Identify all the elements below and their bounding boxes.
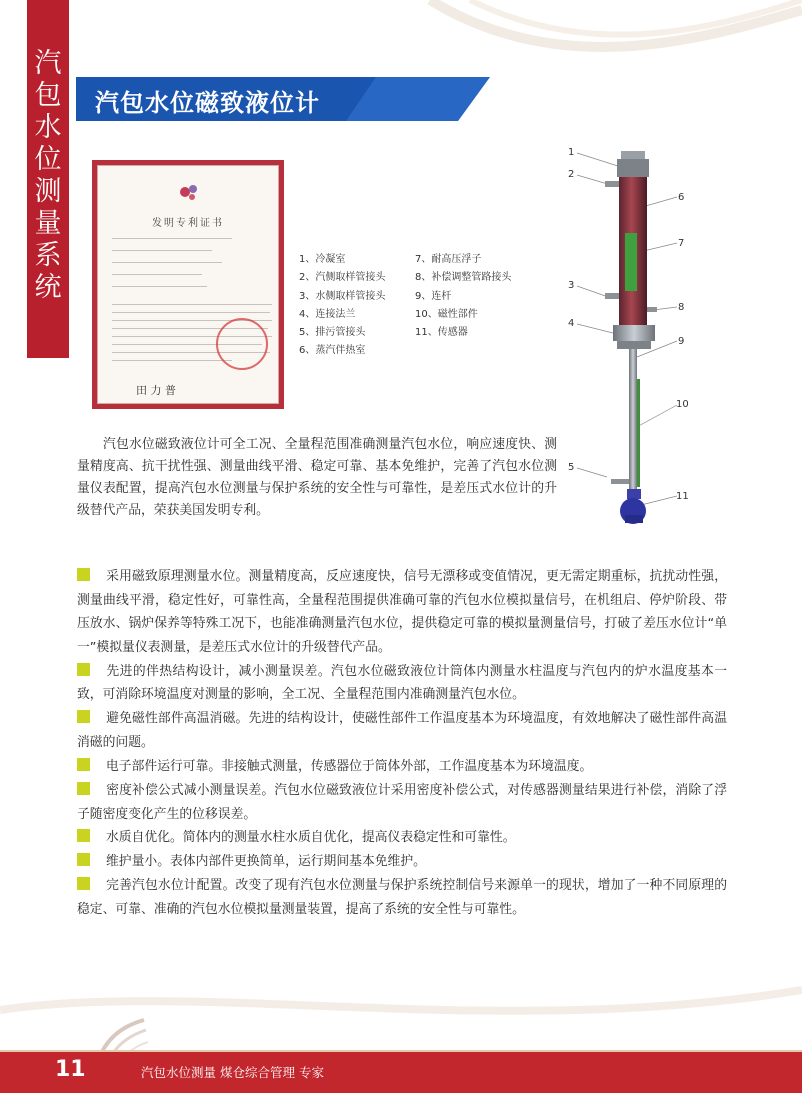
page-number: 11 — [55, 1057, 86, 1082]
legend-item: 7、耐高压浮子 — [415, 254, 482, 265]
patent-certificate-image — [92, 160, 284, 409]
side-section-tab — [27, 0, 69, 358]
certificate-signature: 田 力 普 — [136, 384, 176, 397]
diagram-label-6: 6 — [678, 192, 685, 203]
side-tab-char: 量 — [34, 208, 62, 239]
legend-item: 2、汽侧取样管接头 — [299, 272, 386, 284]
square-bullet-icon — [77, 877, 90, 890]
feature-item — [77, 850, 727, 874]
side-tab-char: 位 — [34, 144, 62, 175]
diagram-label-10: 10 — [676, 399, 689, 410]
intro-paragraph: 汽包水位磁致液位计可全工况、全量程范围准确测量汽包水位，响应速度快、测量精度高、抗干扰性强、测量曲线平滑、稳定可靠、基本免维护，完善了汽包水位测量仪表配置，提高汽包水位测量与保护系统的安全性与可靠性，是差压式水位计的升级替代产品，荣获美国发明专利。 — [77, 437, 557, 518]
legend-item: 4、连接法兰 — [299, 308, 356, 320]
title-banner — [76, 77, 490, 121]
diagram-label-4: 4 — [568, 318, 575, 329]
feature-text: 避免磁性部件高温消磁。先进的结构设计，使磁性部件工作温度基本为环境温度，有效地解决了磁性部件高温消磁的问题。 — [77, 711, 727, 750]
legend-item: 6、蒸汽伴热室 — [299, 345, 366, 357]
square-bullet-icon — [77, 758, 90, 771]
page-footer — [0, 1050, 802, 1093]
feature-item — [77, 565, 727, 659]
feature-item — [77, 826, 727, 850]
side-tab-char: 汽 — [34, 48, 62, 79]
side-tab-char: 系 — [34, 240, 62, 271]
legend-item: 1、冷凝室 — [299, 254, 346, 265]
diagram-label-11: 11 — [676, 491, 689, 502]
feature-item — [77, 874, 727, 921]
square-bullet-icon — [77, 853, 90, 866]
legend-column-left — [299, 250, 385, 360]
square-bullet-icon — [77, 663, 90, 676]
feature-item — [77, 707, 727, 754]
diagram-label-1: 1 — [568, 147, 575, 158]
feature-text: 密度补偿公式减小测量误差。汽包水位磁致液位计采用密度补偿公式，对传感器测量结果进行补偿，消除了浮子随密度变化产生的位移误差。 — [77, 782, 727, 822]
legend-column-right — [415, 250, 511, 341]
side-tab-char: 统 — [34, 272, 62, 303]
side-tab-char: 测 — [34, 176, 62, 207]
feature-text: 完善汽包水位计配置。改变了现有汽包水位测量与保护系统控制信号来源单一的现状，增加了一种不同原理的稳定、可靠、准确的汽包水位模拟量测量装置，提高了系统的安全性与可靠性。 — [77, 878, 727, 918]
feature-item — [77, 755, 727, 779]
feature-text: 水质自优化。简体内的测量水柱水质自优化，提高仪表稳定性和可靠性。 — [106, 830, 516, 846]
footer-tagline: 汽包水位测量 煤仓综合管理 专家 — [141, 1065, 324, 1080]
feature-text: 采用磁致原理测量水位。测量精度高，反应速度快，信号无漂移或变值情况，更无需定期重标，抗扰动性强，测量曲线平滑，稳定性好，可靠性高，全量程范围提供准确可靠的汽包水位模拟量信号，在机组启、停炉阶段、带压放水、锅炉保养等特殊工况下，也能准确测量汽包水位，提供稳定可靠的模拟量测量信号，打破了差压水位计“单一”模拟量仪表测量，是差压式水位计的升级替代产品。 — [77, 569, 727, 655]
legend-item: 11、传感器 — [415, 327, 468, 339]
certificate-seal — [216, 318, 268, 370]
square-bullet-icon — [77, 710, 90, 723]
certificate-title: 发明专利证书 — [152, 218, 224, 229]
legend-item: 10、磁性部件 — [415, 308, 478, 320]
feature-text: 电子部件运行可靠。非接触式测量，传感器位于筒体外部，工作温度基本为环境温度。 — [106, 758, 593, 774]
square-bullet-icon — [77, 782, 90, 795]
diagram-label-9: 9 — [678, 336, 685, 347]
diagram-label-2: 2 — [568, 169, 575, 180]
feature-item — [77, 660, 727, 707]
legend-item: 8、补偿调整管路接头 — [415, 272, 512, 284]
feature-list — [77, 565, 727, 922]
feature-text: 先进的伴热结构设计，减小测量误差。汽包水位磁致液位计筒体内测量水柱温度与汽包内的炉水温度基本一致，可消除环境温度对测量的影响，全工况、全量程范围内准确测量汽包水位。 — [77, 663, 727, 703]
page-title: 汽包水位磁致液位计 — [95, 89, 320, 117]
square-bullet-icon — [77, 568, 90, 581]
patent-emblem-icon — [176, 180, 202, 204]
diagram-label-8: 8 — [678, 302, 685, 313]
side-tab-char: 包 — [34, 80, 62, 111]
level-gauge-diagram — [565, 143, 701, 527]
legend-item: 9、连杆 — [415, 290, 452, 302]
side-tab-char: 水 — [34, 112, 62, 143]
square-bullet-icon — [77, 829, 90, 842]
feature-text: 维护量小。表体内部件更换简单，运行期间基本免维护。 — [106, 854, 426, 870]
legend-item: 5、排污管接头 — [299, 327, 366, 339]
diagram-label-3: 3 — [568, 280, 575, 291]
legend-item: 3、水侧取样管接头 — [299, 290, 386, 302]
feature-item — [77, 779, 727, 826]
diagram-label-5: 5 — [568, 462, 575, 473]
diagram-label-7: 7 — [678, 238, 685, 249]
